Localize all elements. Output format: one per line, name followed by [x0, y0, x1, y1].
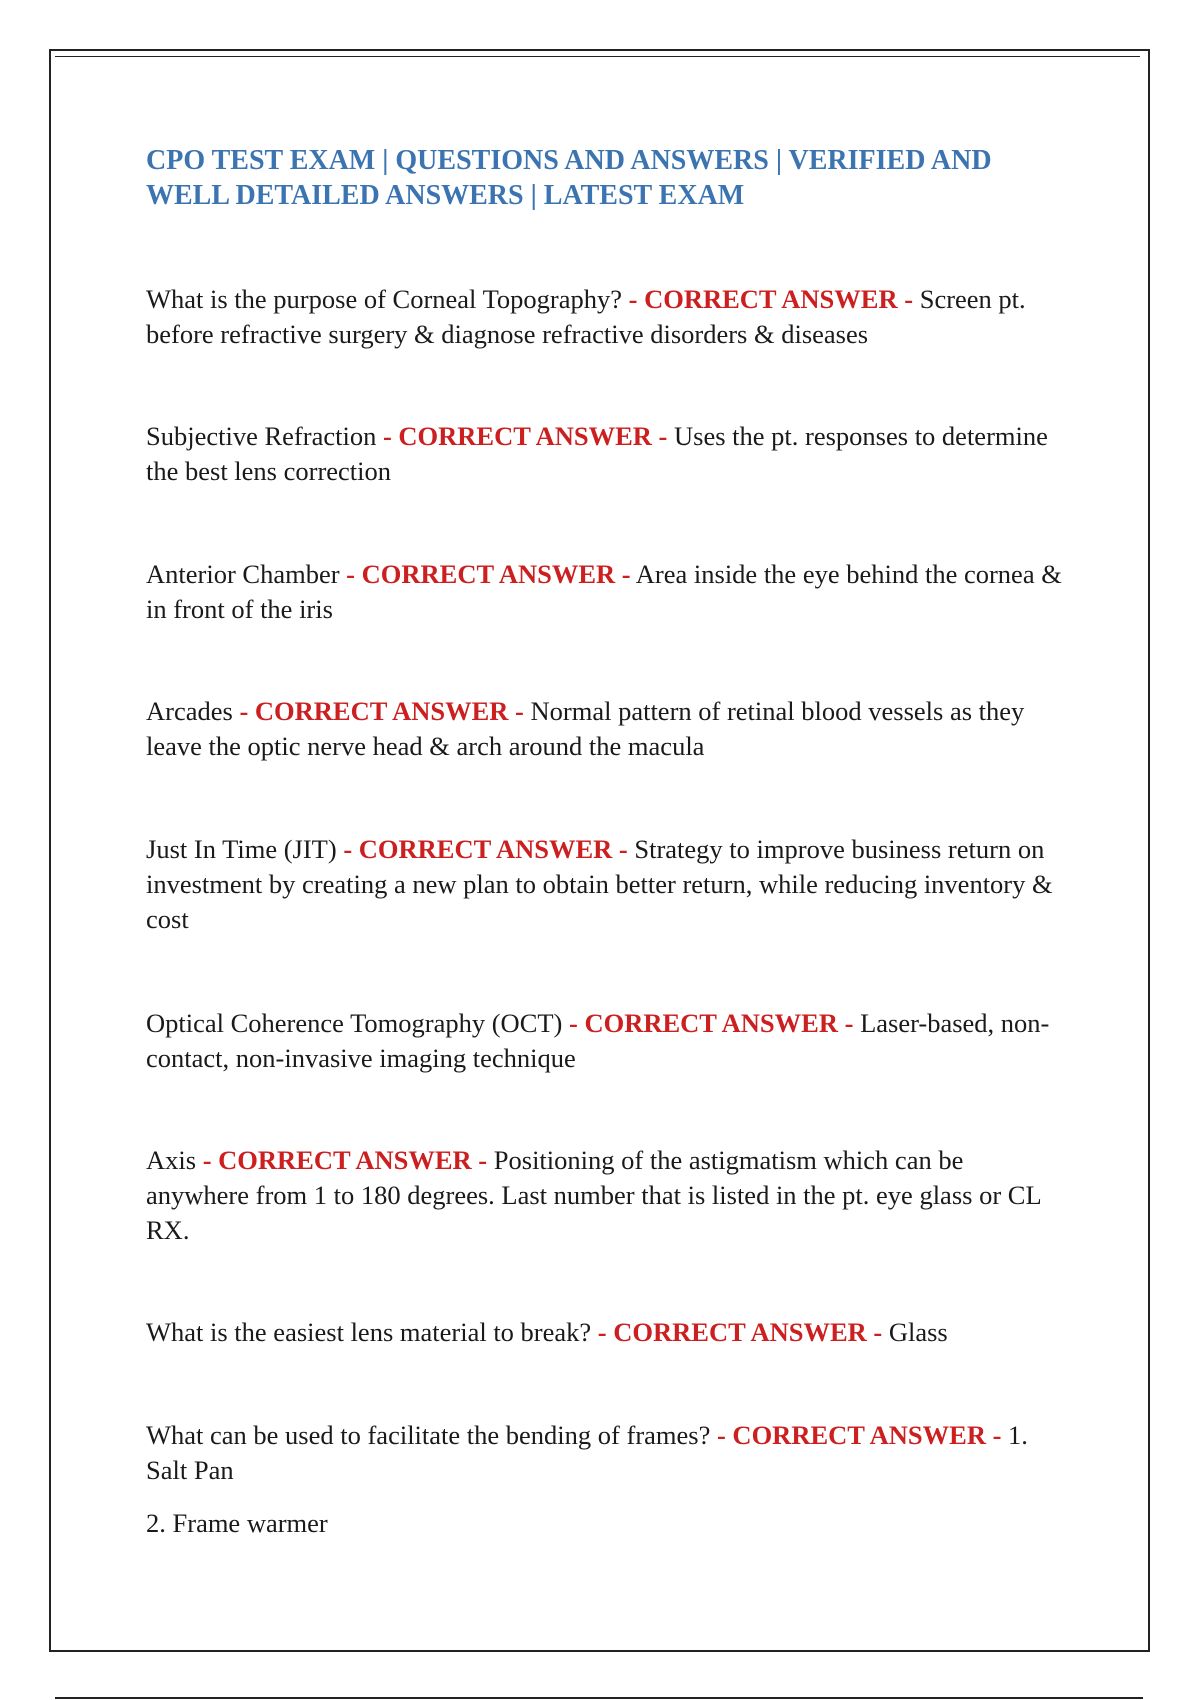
qa-item-axis [146, 1143, 1066, 1248]
answer-text: Screen pt. before refractive surgery & diagnose refractive disorders & diseases [146, 284, 1026, 349]
correct-answer-marker: - CORRECT ANSWER - [597, 1317, 883, 1347]
answer-text: Strategy to improve business return on investment by creating a new plan to obtain better return, while reducing inventory & cost [146, 834, 1053, 934]
answer-text: 1. Salt Pan [146, 1420, 1028, 1485]
correct-answer-marker: - CORRECT ANSWER - [628, 284, 914, 314]
answer-text: Positioning of the astigmatism which can be anywhere from 1 to 180 degrees. Last number that is listed in the pt. eye glass or CL RX. [146, 1145, 1041, 1245]
question-text: Axis [146, 1145, 197, 1175]
answer-list-item: 2. Frame warmer [146, 1508, 328, 1538]
correct-answer-marker: - CORRECT ANSWER - [239, 696, 524, 726]
correct-answer-marker: - CORRECT ANSWER - [346, 559, 631, 589]
question-text: Subjective Refraction [146, 421, 377, 451]
qa-item-lens-material [146, 1315, 1066, 1350]
answer-text: Area inside the eye behind the cornea & in front of the iris [146, 559, 1062, 624]
page-footer-rule [55, 1697, 1143, 1699]
answer-text: Uses the pt. responses to determine the best lens correction [146, 421, 1048, 486]
qa-item-corneal-topography [146, 282, 1066, 352]
question-text: Optical Coherence Tomography (OCT) [146, 1008, 563, 1038]
question-text: What is the easiest lens material to break? [146, 1317, 592, 1347]
qa-item-frame-bending [146, 1418, 1066, 1488]
answer-text: Glass [888, 1317, 948, 1347]
page-border-inner-rule [55, 56, 1140, 57]
qa-item-arcades [146, 694, 1066, 764]
qa-item-subjective-refraction [146, 419, 1066, 489]
qa-item-just-in-time [146, 832, 1066, 937]
correct-answer-marker: - CORRECT ANSWER - [382, 421, 668, 451]
qa-item-anterior-chamber [146, 557, 1066, 627]
correct-answer-marker: - CORRECT ANSWER - [343, 834, 628, 864]
question-text: What can be used to facilitate the bending of frames? [146, 1420, 711, 1450]
correct-answer-marker: - CORRECT ANSWER - [569, 1008, 854, 1038]
answer-text: Laser-based, non-contact, non-invasive imaging technique [146, 1008, 1050, 1073]
document-title: CPO TEST EXAM | QUESTIONS AND ANSWERS | VERIFIED AND WELL DETAILED ANSWERS | LATEST EXAM [146, 145, 992, 211]
answer-text: Normal pattern of retinal blood vessels as they leave the optic nerve head & arch around the macula [146, 696, 1025, 761]
correct-answer-marker: - CORRECT ANSWER - [716, 1420, 1002, 1450]
question-text: Arcades [146, 696, 233, 726]
question-text: Just In Time (JIT) [146, 834, 337, 864]
question-text: What is the purpose of Corneal Topography? [146, 284, 623, 314]
question-text: Anterior Chamber [146, 559, 340, 589]
qa-item-oct [146, 1006, 1066, 1076]
correct-answer-marker: - CORRECT ANSWER - [202, 1145, 488, 1175]
